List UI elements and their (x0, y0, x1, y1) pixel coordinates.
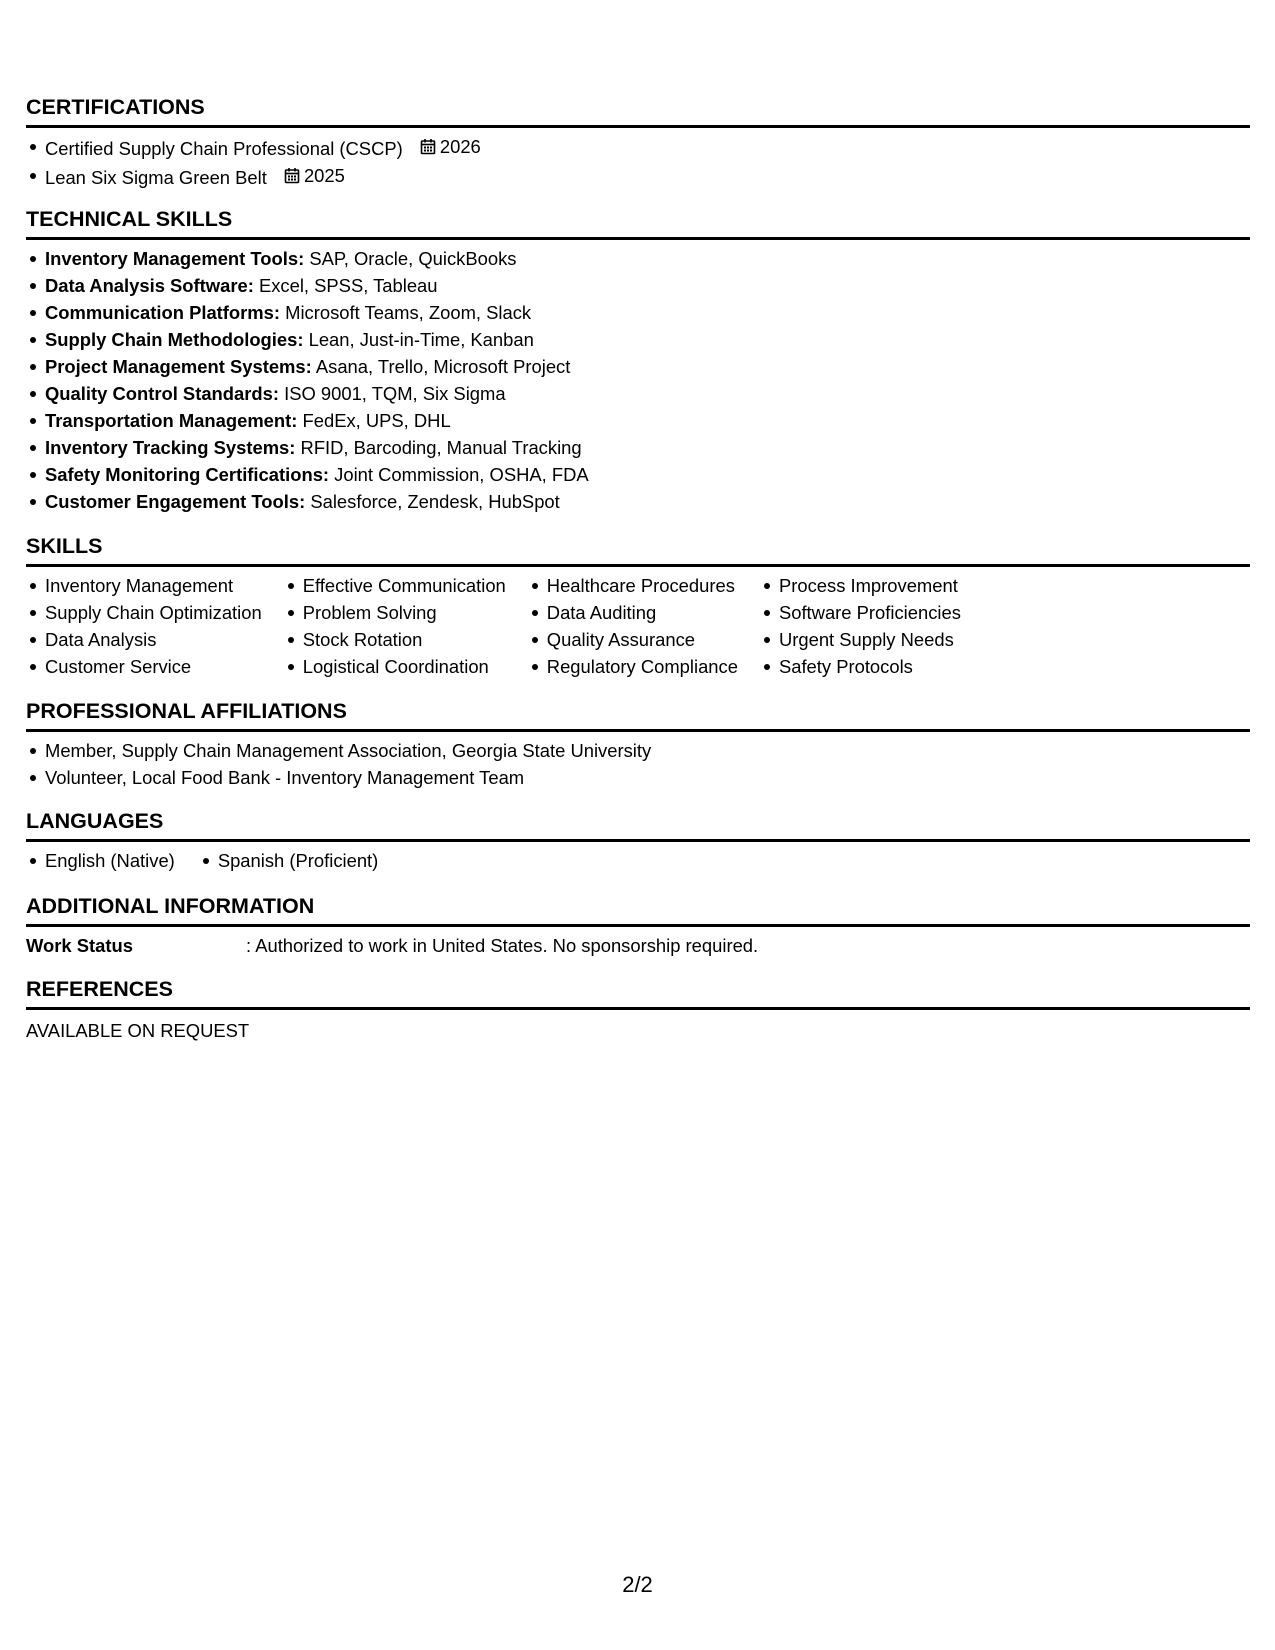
skill-values: Joint Commission, OSHA, FDA (329, 464, 589, 485)
certification-date: 2026 (439, 136, 481, 157)
technical-skills-list (26, 245, 1250, 515)
certifications-section (26, 94, 1250, 191)
skill-values: FedEx, UPS, DHL (297, 410, 451, 431)
list-item: Member, Supply Chain Management Association, Georgia State University (26, 737, 1250, 764)
affiliations-list (26, 737, 1250, 791)
list-item: Process Improvement (760, 572, 961, 599)
work-status-label: Work Status (26, 935, 133, 956)
additional-info-section (26, 893, 1250, 958)
skill-values: Salesforce, Zendesk, HubSpot (305, 491, 560, 512)
list-item (26, 461, 1250, 488)
list-item (26, 133, 1250, 162)
list-item: Safety Protocols (760, 653, 961, 680)
list-item: Regulatory Compliance (528, 653, 738, 680)
work-status-value: : Authorized to work in United States. No sponsorship required. (246, 935, 759, 956)
skill-values: SAP, Oracle, QuickBooks (304, 248, 517, 269)
list-item: Effective Communication (284, 572, 506, 599)
languages-list (26, 847, 1250, 874)
list-item (26, 299, 1250, 326)
list-item: Logistical Coordination (284, 653, 506, 680)
list-item: Quality Assurance (528, 626, 738, 653)
work-status-row (26, 934, 1250, 958)
certification-name: Lean Six Sigma Green Belt (45, 167, 267, 188)
skills-columns (26, 572, 1250, 680)
list-item: Volunteer, Local Food Bank - Inventory Management Team (26, 764, 1250, 791)
technical-skills-heading: TECHNICAL SKILLS (26, 206, 1250, 240)
list-item (26, 353, 1250, 380)
skill-values: Asana, Trello, Microsoft Project (311, 356, 571, 377)
skills-column (760, 572, 961, 680)
skill-category: Inventory Tracking Systems: (45, 437, 296, 458)
languages-section (26, 808, 1250, 874)
skill-category: Project Management Systems: (45, 356, 312, 377)
skill-category: Quality Control Standards: (45, 383, 279, 404)
list-item: Spanish (Proficient) (199, 847, 378, 874)
certifications-list (26, 133, 1250, 191)
certifications-heading: CERTIFICATIONS (26, 94, 1250, 128)
skill-values: Microsoft Teams, Zoom, Slack (280, 302, 532, 323)
list-item: Problem Solving (284, 599, 506, 626)
calendar-icon (420, 138, 436, 155)
skills-column (528, 572, 738, 680)
skill-category: Communication Platforms: (45, 302, 281, 323)
skill-category: Supply Chain Methodologies: (45, 329, 304, 350)
list-item (26, 272, 1250, 299)
calendar-icon (284, 167, 300, 184)
list-item: Data Analysis (26, 626, 262, 653)
page-number: 2/2 (622, 1572, 653, 1597)
references-section (26, 976, 1250, 1043)
skills-column (284, 572, 506, 680)
skill-values: Lean, Just-in-Time, Kanban (303, 329, 534, 350)
skill-category: Customer Engagement Tools: (45, 491, 306, 512)
list-item: English (Native) (26, 847, 175, 874)
skills-column (26, 572, 262, 680)
skill-category: Safety Monitoring Certifications: (45, 464, 330, 485)
certification-date: 2025 (303, 165, 345, 186)
list-item: Supply Chain Optimization (26, 599, 262, 626)
list-item (26, 434, 1250, 461)
list-item (26, 380, 1250, 407)
list-item: Customer Service (26, 653, 262, 680)
list-item (26, 407, 1250, 434)
skill-category: Inventory Management Tools: (45, 248, 305, 269)
skill-values: Excel, SPSS, Tableau (253, 275, 438, 296)
list-item: Urgent Supply Needs (760, 626, 961, 653)
skills-section (26, 533, 1250, 680)
skill-values: RFID, Barcoding, Manual Tracking (295, 437, 582, 458)
list-item: Data Auditing (528, 599, 738, 626)
list-item: Inventory Management (26, 572, 262, 599)
affiliations-heading: PROFESSIONAL AFFILIATIONS (26, 698, 1250, 732)
list-item: Healthcare Procedures (528, 572, 738, 599)
references-text: AVAILABLE ON REQUEST (26, 1020, 250, 1041)
technical-skills-section (26, 206, 1250, 515)
list-item (26, 488, 1250, 515)
affiliations-section (26, 698, 1250, 791)
list-item (26, 245, 1250, 272)
references-heading: REFERENCES (26, 976, 1250, 1010)
skill-category: Data Analysis Software: (45, 275, 254, 296)
skill-category: Transportation Management: (45, 410, 298, 431)
languages-heading: LANGUAGES (26, 808, 1250, 842)
certification-name: Certified Supply Chain Professional (CSCP) (45, 138, 403, 159)
list-item: Stock Rotation (284, 626, 506, 653)
additional-info-heading: ADDITIONAL INFORMATION (26, 893, 1250, 927)
list-item (26, 326, 1250, 353)
skill-values: ISO 9001, TQM, Six Sigma (279, 383, 506, 404)
list-item (26, 162, 1250, 191)
list-item: Software Proficiencies (760, 599, 961, 626)
skills-heading: SKILLS (26, 533, 1250, 567)
